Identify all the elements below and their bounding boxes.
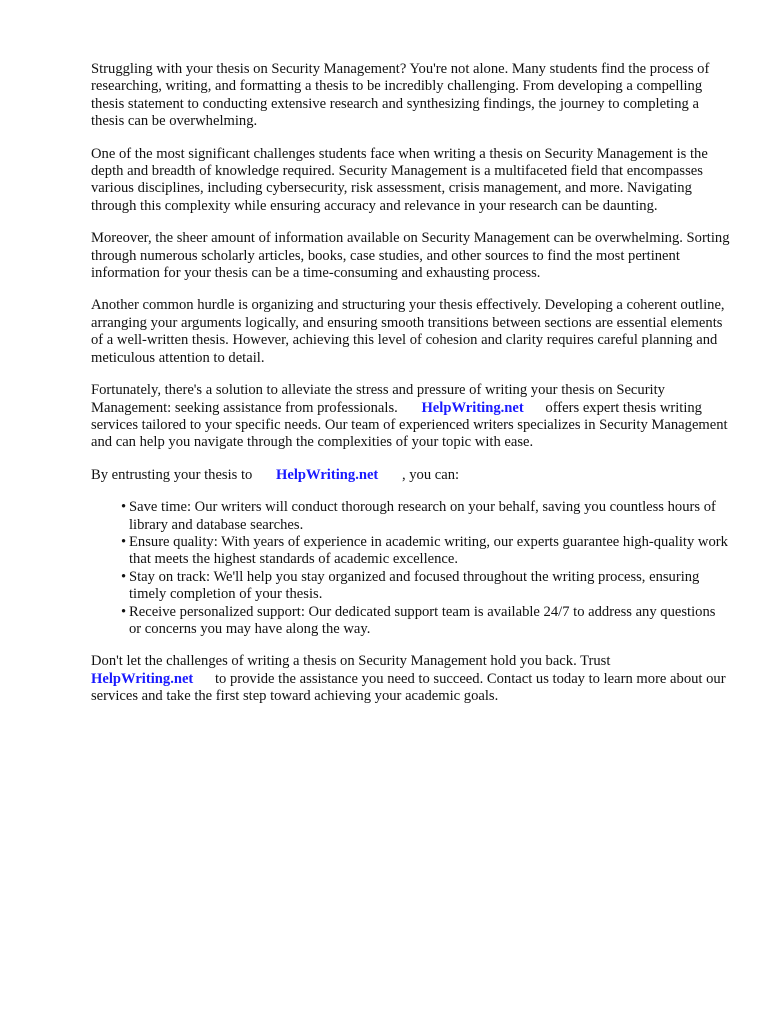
bullet-icon: • bbox=[121, 603, 127, 620]
intro-paragraph: Struggling with your thesis on Security Management? You're not alone. Many students find the process of researching, writing, and formatting a thesis to be incredibly challenging. From developing a compelling thesis statement to conducting extensive research and synthesizing findings, the journey to completing a thesis can be overwhelming. bbox=[91, 61, 710, 130]
bullet-icon: • bbox=[121, 568, 127, 585]
solution-text-before: Fortunately, there's a solution to alleviate the stress and pressure of writing your thesis on Security Management: seeking assistance from professionals. bbox=[91, 382, 665, 416]
benefit-text: Receive personalized support: Our dedicated support team is available 24/7 to address any questions or concerns you may have along the way. bbox=[129, 603, 716, 637]
benefit-text: Ensure quality: With years of experience in academic writing, our experts guarantee high-quality work that meets the highest standards of academic excellence. bbox=[129, 533, 728, 568]
helpwriting-link-3[interactable]: HelpWriting.net bbox=[91, 670, 194, 687]
solution-text-after: offers expert thesis writing services tailored to your specific needs. Our team of experienced writers specializes in Security Management and can help you navigate through the complexities of your topic with ease. bbox=[91, 399, 728, 451]
closing-text-after: to provide the assistance you need to succeed. Contact us today to learn more about our services and take the first step toward achieving your academic goals. bbox=[91, 670, 726, 705]
entrust-paragraph bbox=[91, 467, 731, 484]
closing-text-before: Don't let the challenges of writing a thesis on Security Management hold you back. Trust bbox=[91, 653, 611, 670]
benefit-text: Save time: Our writers will conduct thorough research on your behalf, saving you countless hours of library and database searches. bbox=[129, 499, 716, 533]
challenge-information-paragraph: Moreover, the sheer amount of information available on Security Management can be overwhelming. Sorting through numerous scholarly articles, books, case studies, and other sources to find the most pertinent information for your thesis can be a time-consuming and exhausting process. bbox=[91, 230, 730, 282]
benefit-text: Stay on track: We'll help you stay organized and focused throughout the writing process, ensuring timely completion of your thesis. bbox=[129, 568, 700, 603]
closing-paragraph bbox=[91, 653, 731, 705]
challenge-knowledge-paragraph: One of the most significant challenges students face when writing a thesis on Security Management is the depth and breadth of knowledge required. Security Management is a multifaceted field that encompasses various disciplines, including cybersecurity, risk assessment, crisis management, and more. Navigating through this complexity while ensuring accuracy and relevance in your research can be daunting. bbox=[91, 145, 708, 214]
list-item bbox=[121, 604, 731, 639]
helpwriting-link-2[interactable]: HelpWriting.net bbox=[276, 466, 379, 483]
document-page bbox=[91, 61, 731, 721]
entrust-text-after: , you can: bbox=[401, 466, 460, 483]
bullet-icon: • bbox=[121, 533, 127, 550]
entrust-text-before: By entrusting your thesis to bbox=[91, 466, 253, 483]
benefits-list bbox=[91, 499, 731, 638]
bullet-icon: • bbox=[121, 499, 127, 516]
helpwriting-link-1[interactable]: HelpWriting.net bbox=[421, 399, 524, 416]
solution-paragraph bbox=[91, 382, 731, 452]
list-item bbox=[121, 534, 731, 569]
list-item bbox=[121, 569, 731, 604]
list-item bbox=[121, 499, 731, 534]
challenge-structure-paragraph: Another common hurdle is organizing and structuring your thesis effectively. Developing a coherent outline, arranging your arguments logically, and ensuring smooth transitions between sections are essential elements of a well-written thesis. However, achieving this level of cohesion and clarity requires careful planning and meticulous attention to detail. bbox=[91, 297, 725, 366]
